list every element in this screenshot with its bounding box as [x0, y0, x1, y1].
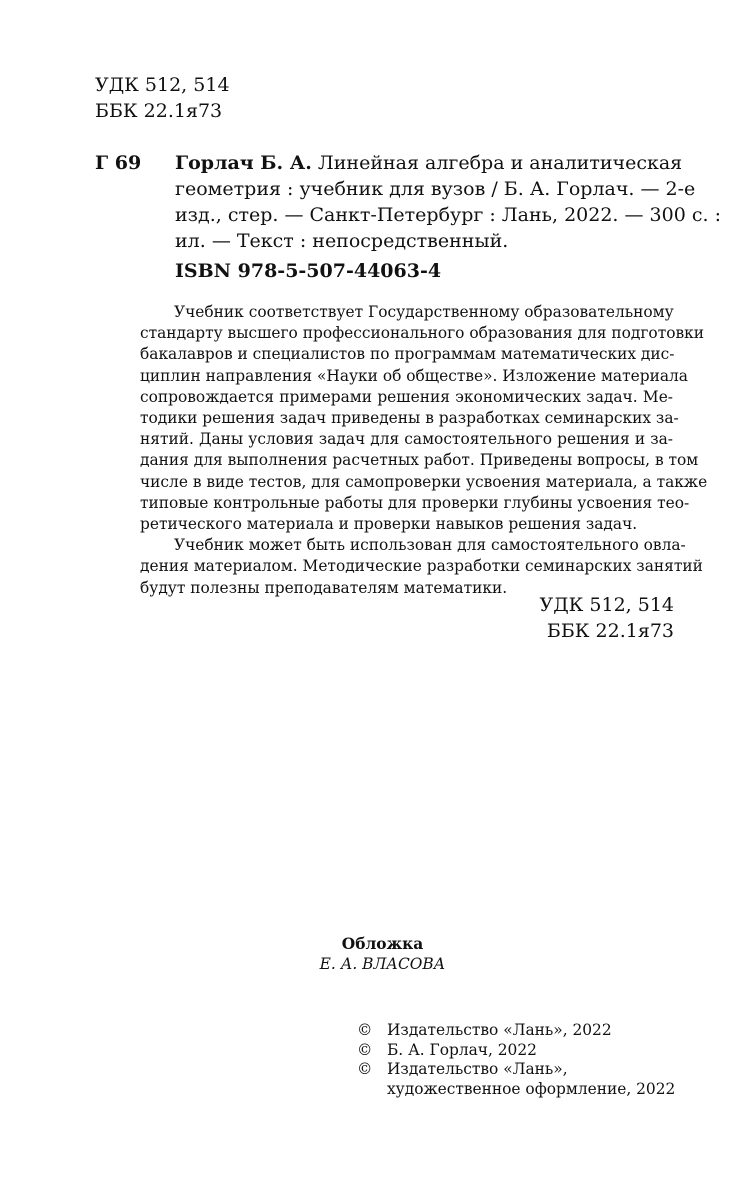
book-title: Линейная алгебра и аналитическая [317, 152, 683, 174]
author-mark: Г 69 [95, 152, 142, 174]
annotation-line: Учебник может быть использован для самостоятельного овла- [174, 536, 686, 555]
copyright-holder: Б. А. Горлач, 2022 [387, 1040, 537, 1059]
cover-credit [310, 934, 455, 974]
author-name: Горлач Б. А. [175, 152, 312, 174]
classification-codes-bottom [539, 592, 674, 644]
cover-label: Обложка [341, 935, 424, 953]
copyright-line [357, 1041, 675, 1061]
copyright-line [357, 1060, 675, 1080]
bbk-code: ББК 22.1я73 [95, 100, 223, 122]
copyright-icon: © [357, 1060, 373, 1078]
annotation-line: нятий. Даны условия задач для самостоятельного решения и за- [140, 430, 673, 449]
annotation-line: ретического материала и проверки навыков решения задач. [140, 515, 638, 534]
annotation-line: сопровождается примерами решения экономических задач. Ме- [140, 387, 673, 406]
description-line-2: геометрия : учебник для вузов / Б. А. Горлач. — 2-е [175, 178, 696, 200]
annotation-line: типовые контрольные работы для проверки глубины усвоения тео- [140, 493, 690, 512]
copyright-line [357, 1021, 675, 1041]
bbk-code: ББК 22.1я73 [546, 620, 674, 642]
annotation-line: Учебник соответствует Государственному образовательному [174, 303, 674, 321]
annotation-line: дения материалом. Методические разработки семинарских занятий [140, 557, 703, 576]
copyright-holder-continuation: художественное оформление, 2022 [387, 1079, 676, 1098]
description-line-4: ил. — Текст : непосредственный. [175, 230, 509, 252]
classification-codes-top [95, 72, 230, 124]
udk-code: УДК 512, 514 [95, 74, 230, 96]
udk-code: УДК 512, 514 [539, 594, 674, 616]
annotation-line: числе в виде тестов, для самопроверки усвоения материала, а также [140, 472, 708, 491]
annotation-line: бакалавров и специалистов по программам математических дис- [140, 345, 675, 364]
copyright-icon: © [357, 1040, 373, 1059]
copyright-icon: © [357, 1021, 373, 1039]
annotation [140, 302, 708, 599]
isbn: ISBN 978-5-507-44063-4 [175, 260, 442, 282]
copyright-block [357, 1021, 675, 1099]
description-line-1 [175, 150, 683, 176]
annotation-line: дания для выполнения расчетных работ. Приведены вопросы, в том [140, 451, 699, 470]
annotation-line: тодики решения задач приведены в разработках семинарских за- [140, 409, 679, 428]
bibliographic-entry [95, 150, 721, 254]
description-line-3: изд., стер. — Санкт-Петербург : Лань, 2022. — 300 с. : [175, 204, 721, 226]
bibliographic-description [175, 150, 721, 254]
copyright-holder: Издательство «Лань», [387, 1060, 568, 1078]
annotation-line: стандарту высшего профессионального образования для подготовки [140, 324, 705, 343]
copyright-holder: Издательство «Лань», 2022 [387, 1021, 612, 1039]
annotation-line: циплин направления «Науки об обществе». Изложение материала [140, 366, 688, 385]
annotation-line: будут полезны преподавателям математики. [140, 578, 508, 597]
cover-designer: Е. А. ВЛАСОВА [319, 955, 446, 973]
